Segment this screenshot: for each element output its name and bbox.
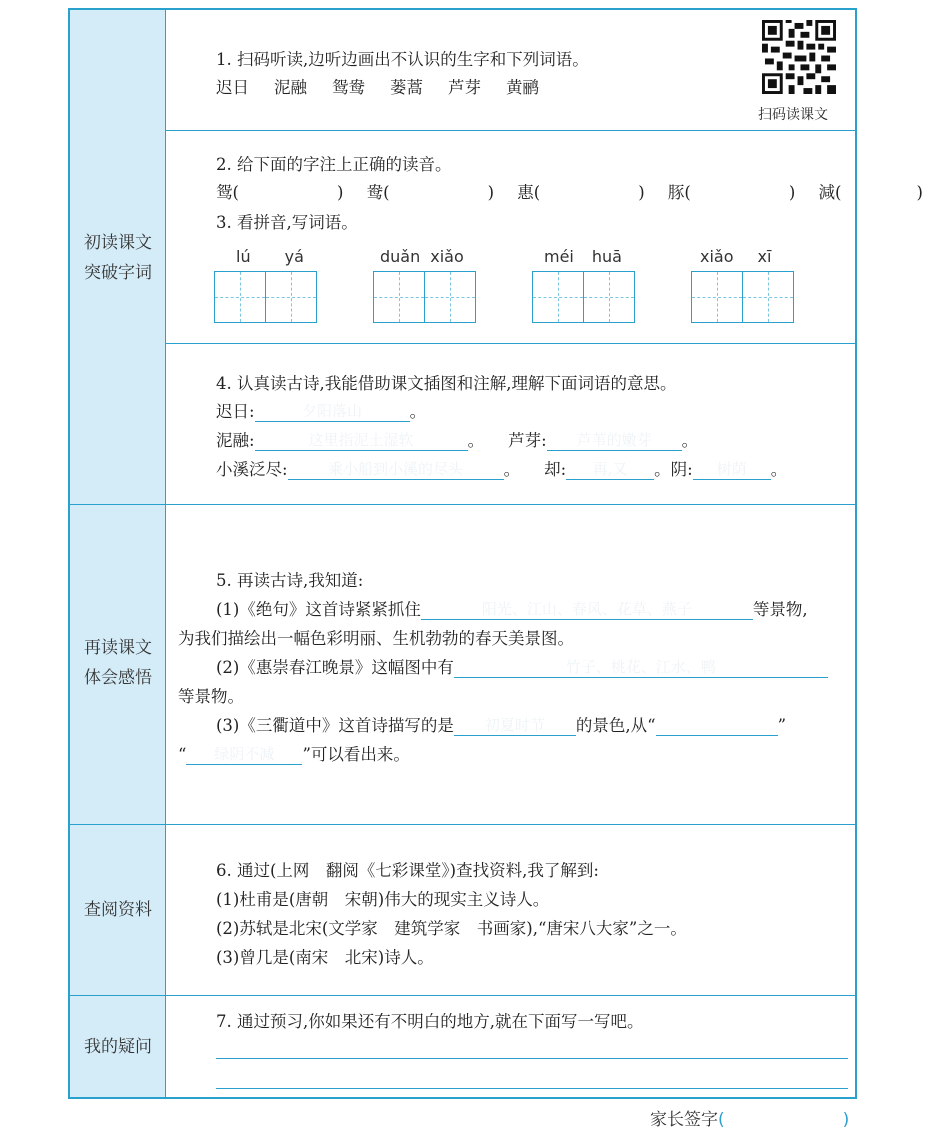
section-questions: [70, 995, 855, 1097]
section-label: 初读课文 突破字词: [84, 233, 152, 283]
section-label-cell: [70, 505, 166, 824]
section-content: [166, 505, 855, 824]
section-label: 我的疑问: [84, 1037, 152, 1057]
answer-blank[interactable]: 阳光、江山、春风、花草、燕子: [421, 599, 753, 620]
q6-line: (3)曾几是(南宋 北宋)诗人。: [216, 948, 434, 967]
q3-prompt: 3. 看拼音,写词语。: [216, 213, 358, 232]
q5-p1: (1)《绝句》这首诗紧紧抓住 阳光、江山、春风、花草、燕子 等景物,: [216, 600, 808, 619]
writing-line[interactable]: [216, 1058, 848, 1059]
pinyin-label: méi huā: [544, 247, 622, 266]
q7-prompt: 7. 通过预习,你如果还有不明白的地方,就在下面写一写吧。: [216, 1012, 644, 1031]
answer-blank[interactable]: 再,又: [566, 459, 654, 480]
q1-word-list: 迟日 泥融 鸳鸯 蒌蒿 芦芽 黄鹂: [216, 78, 539, 97]
section-label-cell: [70, 825, 166, 995]
section-first-reading: [70, 10, 923, 504]
q6-prompt: 6. 通过(上网 翻阅《七彩课堂》)查找资料,我了解到:: [216, 861, 599, 880]
answer-blank[interactable]: 树荫: [693, 459, 771, 480]
subsection-q4: [166, 343, 855, 504]
qr-code-icon[interactable]: [762, 20, 836, 94]
section-label: 查阅资料: [84, 900, 152, 920]
q5-p2-cont: 等景物。: [178, 687, 244, 706]
section-content: [166, 996, 855, 1097]
q6-line: (1)杜甫是(唐朝 宋朝)伟大的现实主义诗人。: [216, 890, 550, 909]
pinyin-label: xiǎo xī: [700, 247, 772, 266]
q2-prompt: 2. 给下面的字注上正确的读音。: [216, 155, 452, 174]
q5-prompt: 5. 再读古诗,我知道:: [216, 571, 364, 590]
answer-blank[interactable]: 芦苇的嫩芽: [547, 430, 682, 451]
q4-line-3: 小溪泛尽: 乘小船到小溪的尽头 。 却: 再,又 。阴: 树荫 。: [216, 460, 788, 479]
answer-blank[interactable]: 竹子、桃花、江水、鸭: [454, 657, 828, 678]
section-content: [166, 825, 855, 995]
q5-p3-cont: “ 绿阴不减 ”可以看出来。: [178, 745, 410, 764]
pinyin-label: duǎn xiǎo: [380, 247, 464, 266]
parent-signature: 家长签字( ): [650, 1110, 850, 1130]
q4-line-2: 泥融: 这里指泥土湿软 。 芦芽: 芦苇的嫩芽 。: [216, 431, 699, 450]
answer-blank[interactable]: 绿阴不减: [186, 744, 302, 765]
worksheet-table: [68, 8, 923, 1099]
q4-line-1: 迟日: 夕阳落山 。: [216, 402, 427, 421]
q1-prompt: 1. 扫码听读,边听边画出不认识的生字和下列词语。: [216, 50, 589, 69]
q5-p1-cont: 为我们描绘出一幅色彩明丽、生机勃勃的春天美景图。: [178, 629, 574, 648]
section-research: [70, 824, 855, 995]
writing-line[interactable]: [216, 1088, 848, 1089]
section-second-reading: [70, 504, 855, 824]
subsection-q2-q3: [166, 130, 923, 343]
writing-grid[interactable]: [691, 271, 792, 323]
q5-p2: (2)《惠崇春江晚景》这幅图中有 竹子、桃花、江水、鸭: [216, 654, 828, 678]
qr-caption: 扫码读课文: [758, 107, 828, 123]
answer-blank[interactable]: 乘小船到小溪的尽头: [288, 459, 504, 480]
q6-line: (2)苏轼是北宋(文学家 建筑学家 书画家),“唐宋八大家”之一。: [216, 919, 687, 938]
q2-char-list: 鸳( ) 鸯( ) 惠( ) 豚( ) 減( ): [216, 183, 923, 202]
section-label-cell: [70, 996, 166, 1097]
section-content: [166, 10, 923, 504]
writing-grid[interactable]: [532, 271, 633, 323]
answer-blank[interactable]: 初夏时节: [454, 715, 576, 736]
answer-blank[interactable]: 夕阳落山: [255, 401, 410, 422]
q5-p3: (3)《三衢道中》这首诗描写的是 初夏时节 的景色,从“ ”: [216, 716, 786, 735]
pinyin-label: lú yá: [236, 247, 304, 266]
section-label-cell: [70, 10, 166, 504]
q4-prompt: 4. 认真读古诗,我能借助课文插图和注解,理解下面词语的意思。: [216, 374, 677, 393]
writing-grid[interactable]: [214, 271, 315, 323]
section-label: 再读课文 体会感悟: [84, 638, 152, 688]
answer-blank[interactable]: [656, 715, 778, 736]
answer-blank[interactable]: 这里指泥土湿软: [255, 430, 468, 451]
writing-grid[interactable]: [373, 271, 474, 323]
